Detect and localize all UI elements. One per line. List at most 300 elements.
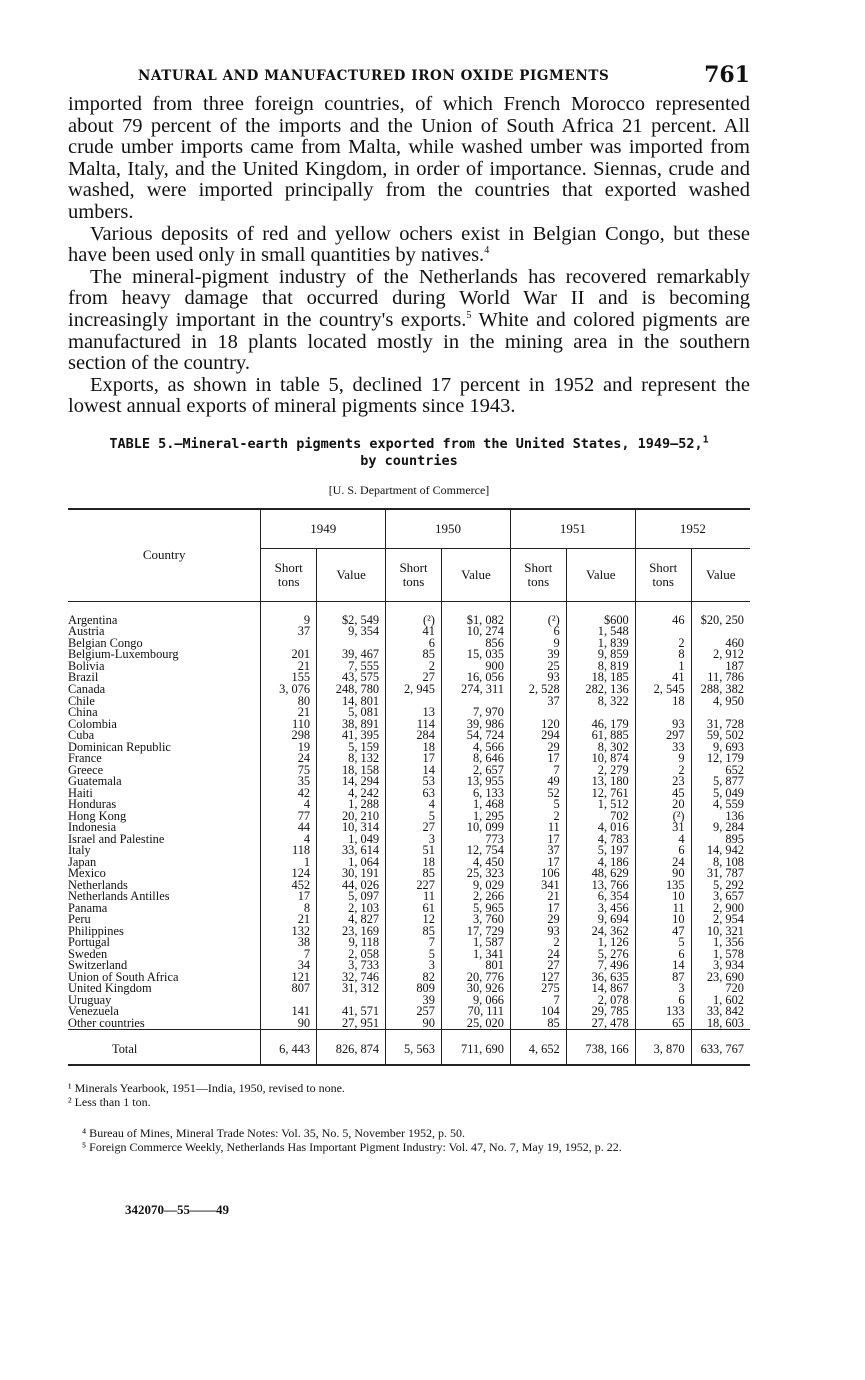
country-cell: Netherlands	[68, 877, 128, 892]
value-cell: 18	[635, 696, 691, 708]
value-cell: 82	[386, 972, 442, 984]
country-cell: Cuba	[68, 728, 95, 743]
table-row	[68, 972, 750, 984]
value-cell: 3	[635, 983, 691, 995]
value-cell: 5, 097	[317, 891, 386, 903]
value-cell: 10	[635, 891, 691, 903]
value-cell: 85	[386, 649, 442, 661]
table-body	[68, 601, 750, 1030]
value-cell: 8, 322	[566, 696, 635, 708]
total-cell: 4, 652	[510, 1030, 566, 1066]
value-cell: 7, 555	[317, 661, 386, 673]
value-cell: 5	[510, 799, 566, 811]
value-cell: 30, 191	[317, 868, 386, 880]
value-cell: 282, 136	[566, 684, 635, 696]
value-cell: 6, 354	[566, 891, 635, 903]
value-cell: 12	[386, 914, 442, 926]
value-cell: 104	[510, 1006, 566, 1018]
value-cell: 7	[386, 937, 442, 949]
running-title: NATURAL AND MANUFACTURED IRON OXIDE PIGMENTS	[138, 68, 610, 84]
value-cell: 1, 839	[566, 638, 635, 650]
value-cell: 9, 859	[566, 649, 635, 661]
country-cell: Indonesia	[68, 820, 117, 835]
total-label: Total	[68, 1030, 261, 1066]
table-row	[68, 811, 750, 823]
short-tons-header: Short tons	[510, 548, 566, 601]
country-cell: Belgium-Luxembourg	[68, 647, 179, 662]
value-cell: 6	[510, 626, 566, 638]
value-cell: 46	[635, 601, 691, 626]
value-cell: 38	[261, 937, 317, 949]
value-cell: 27	[386, 672, 442, 684]
table-row	[68, 719, 750, 731]
value-cell: $600	[566, 601, 635, 626]
value-cell: 7	[510, 995, 566, 1007]
value-cell: 5, 159	[317, 742, 386, 754]
value-cell: 17	[510, 857, 566, 869]
value-cell: 809	[386, 983, 442, 995]
value-cell: 6	[635, 949, 691, 961]
value-cell: 6	[386, 638, 442, 650]
value-cell: 13	[386, 707, 442, 719]
value-cell: 24, 362	[566, 926, 635, 938]
value-cell: 4, 016	[566, 822, 635, 834]
country-cell: Argentina	[68, 612, 118, 627]
value-cell: 9, 354	[317, 626, 386, 638]
paragraph-3-text: The mineral-pigment industry of the Netherlands has recovered remarkably from heavy damage that occurred during World War II and is becoming increasingly important in the country's exports.	[68, 265, 750, 331]
page-footnote: ⁴ Bureau of Mines, Mineral Trade Notes: Vol. 35, No. 5, November 1952, p. 50.	[82, 1126, 466, 1141]
value-cell: 18, 185	[566, 672, 635, 684]
value-cell: 61, 885	[566, 730, 635, 742]
value-cell: 1, 295	[441, 811, 510, 823]
table-total	[68, 1030, 750, 1066]
value-cell: 93	[510, 672, 566, 684]
table-row	[68, 601, 750, 626]
country-cell: Canada	[68, 682, 106, 696]
value-cell: 4, 186	[566, 857, 635, 869]
document-page	[68, 58, 750, 1218]
country-cell: Bolivia	[68, 658, 105, 673]
value-cell: 37	[261, 626, 317, 638]
value-cell: 7, 496	[566, 960, 635, 972]
value-cell: 8, 108	[691, 857, 750, 869]
value-cell: 19	[261, 742, 317, 754]
total-cell: 826, 874	[317, 1030, 386, 1066]
paragraph-2	[68, 224, 750, 267]
value-cell: 53	[386, 776, 442, 788]
country-cell: Italy	[68, 843, 91, 858]
value-cell: 9	[510, 638, 566, 650]
value-cell: 460	[691, 638, 750, 650]
value-cell: 27	[386, 822, 442, 834]
table-row	[68, 891, 750, 903]
table-row	[68, 822, 750, 834]
value-cell: 42	[261, 788, 317, 800]
value-cell: 17	[510, 903, 566, 915]
value-cell: 61	[386, 903, 442, 915]
value-cell: 3, 733	[317, 960, 386, 972]
country-cell: Honduras	[68, 797, 117, 812]
year-header: 1952	[635, 509, 750, 549]
value-cell: 36, 635	[566, 972, 635, 984]
value-cell: 132	[261, 926, 317, 938]
year-header: 1951	[510, 509, 635, 549]
value-cell: 5, 276	[566, 949, 635, 961]
country-cell: Belgian Congo	[68, 635, 143, 650]
value-cell: 127	[510, 972, 566, 984]
value-cell: 85	[386, 926, 442, 938]
value-cell: 106	[510, 868, 566, 880]
value-cell: 1	[635, 661, 691, 673]
value-cell: 39	[386, 995, 442, 1007]
table-row	[68, 937, 750, 949]
table-row	[68, 868, 750, 880]
table-row	[68, 949, 750, 961]
value-cell: 90	[386, 1018, 442, 1030]
value-cell: 24	[261, 753, 317, 765]
page-footnote: ⁵ Foreign Commerce Weekly, Netherlands Has Important Pigment Industry: Vol. 47, No. 7, May 19, 1952, p. 22.	[82, 1139, 622, 1154]
value-cell: 54, 724	[441, 730, 510, 742]
value-cell: 4, 783	[566, 834, 635, 846]
value-cell: 90	[635, 868, 691, 880]
value-cell: 11	[510, 822, 566, 834]
value-cell: $20, 250	[691, 601, 750, 626]
paragraph-4: Exports, as shown in table 5, declined 17 percent in 1952 and represent the lowest annual exports of mineral pigments since 1943.	[68, 373, 750, 418]
value-header: Value	[317, 548, 386, 601]
value-cell: 120	[510, 719, 566, 731]
value-cell: 39	[510, 649, 566, 661]
value-cell: $1, 082	[441, 601, 510, 626]
value-cell: 135	[635, 880, 691, 892]
value-cell: 87	[635, 972, 691, 984]
value-cell: 14, 294	[317, 776, 386, 788]
table-row	[68, 765, 750, 777]
country-cell: Guatemala	[68, 774, 122, 789]
value-cell: 48, 629	[566, 868, 635, 880]
value-cell: 5, 965	[441, 903, 510, 915]
value-cell: 2, 266	[441, 891, 510, 903]
value-cell: 59, 502	[691, 730, 750, 742]
value-cell: 12, 754	[441, 845, 510, 857]
value-cell: 288, 382	[691, 684, 750, 696]
value-cell: 2, 900	[691, 903, 750, 915]
value-cell: 114	[386, 719, 442, 731]
value-cell: 1, 602	[691, 995, 750, 1007]
value-cell: (²)	[635, 811, 691, 823]
value-cell: 1, 512	[566, 799, 635, 811]
paragraph-2-text: Various deposits of red and yellow ochers exist in Belgian Congo, but these have been used only in small quantities by natives.	[68, 222, 750, 267]
total-row	[68, 1030, 750, 1066]
short-tons-header: Short tons	[635, 548, 691, 601]
value-cell: 9	[635, 753, 691, 765]
value-cell: 6	[635, 845, 691, 857]
value-cell: 2, 078	[566, 995, 635, 1007]
value-cell: 33, 842	[691, 1006, 750, 1018]
table-row	[68, 926, 750, 938]
country-cell: Austria	[68, 624, 105, 639]
value-cell: 118	[261, 845, 317, 857]
value-cell: 257	[386, 1006, 442, 1018]
value-cell: 4	[386, 799, 442, 811]
country-cell: Venezuela	[68, 1004, 119, 1019]
value-cell: 31, 787	[691, 868, 750, 880]
table-row	[68, 845, 750, 857]
table-title	[68, 436, 750, 470]
value-cell: 21	[261, 914, 317, 926]
value-cell: 141	[261, 1006, 317, 1018]
short-tons-header: Short tons	[386, 548, 442, 601]
value-cell: 3, 456	[566, 903, 635, 915]
value-cell: 1, 587	[441, 937, 510, 949]
table-footnote: ¹ Minerals Yearbook, 1951—India, 1950, revised to none.	[68, 1081, 345, 1096]
table-row	[68, 995, 750, 1007]
table-title-cont: by countries	[360, 452, 458, 469]
value-cell: 5, 049	[691, 788, 750, 800]
value-cell: 90	[261, 1018, 317, 1030]
table-row	[68, 903, 750, 915]
value-cell: 248, 780	[317, 684, 386, 696]
table-row	[68, 788, 750, 800]
table-source: [U. S. Department of Commerce]	[328, 482, 490, 497]
value-cell: 14, 867	[566, 983, 635, 995]
value-cell: 27, 951	[317, 1018, 386, 1030]
value-cell: 65	[635, 1018, 691, 1030]
country-header: Country	[68, 509, 261, 602]
value-cell: 20	[635, 799, 691, 811]
value-cell: 275	[510, 983, 566, 995]
value-cell: 3, 657	[691, 891, 750, 903]
value-cell: 7	[261, 949, 317, 961]
table-row	[68, 799, 750, 811]
total-cell: 711, 690	[441, 1030, 510, 1066]
value-cell: 12, 179	[691, 753, 750, 765]
value-cell: 341	[510, 880, 566, 892]
value-cell: 2, 058	[317, 949, 386, 961]
value-cell: 6, 133	[441, 788, 510, 800]
value-cell: 37	[510, 696, 566, 708]
running-head	[68, 58, 750, 94]
country-cell: Hong Kong	[68, 808, 127, 823]
value-cell: 856	[441, 638, 510, 650]
value-cell: 2, 528	[510, 684, 566, 696]
value-cell: 136	[691, 811, 750, 823]
value-cell: 31, 312	[317, 983, 386, 995]
value-cell: 4	[261, 834, 317, 846]
value-cell: 13, 766	[566, 880, 635, 892]
table-row	[68, 1006, 750, 1018]
value-cell: 4, 950	[691, 696, 750, 708]
country-cell: Philippines	[68, 923, 124, 938]
page-footnotes	[68, 1121, 750, 1154]
value-cell: 4, 242	[317, 788, 386, 800]
value-cell: 297	[635, 730, 691, 742]
value-cell: 2, 103	[317, 903, 386, 915]
value-cell: 20, 210	[317, 811, 386, 823]
value-cell: 2	[510, 937, 566, 949]
table-footnotes	[68, 1082, 750, 1154]
table-title-note: 1	[702, 434, 709, 446]
value-cell: 187	[691, 661, 750, 673]
value-cell: 17, 729	[441, 926, 510, 938]
value-cell: 274, 311	[441, 684, 510, 696]
value-cell: 5	[635, 937, 691, 949]
value-cell: 29	[510, 742, 566, 754]
value-cell: 2, 945	[386, 684, 442, 696]
total-cell: 738, 166	[566, 1030, 635, 1066]
value-cell: $2, 549	[317, 601, 386, 626]
country-cell: Sweden	[68, 946, 108, 961]
value-cell: 93	[635, 719, 691, 731]
value-cell: 45	[635, 788, 691, 800]
value-cell: 7, 970	[441, 707, 510, 719]
value-cell: 8	[635, 649, 691, 661]
value-cell: 10, 274	[441, 626, 510, 638]
value-cell: 46, 179	[566, 719, 635, 731]
value-cell: 4	[261, 799, 317, 811]
footnote-ref-5: 5	[466, 310, 472, 322]
value-cell: 452	[261, 880, 317, 892]
value-cell: 3	[386, 960, 442, 972]
value-cell: 17	[510, 753, 566, 765]
value-cell: 27, 478	[566, 1018, 635, 1030]
value-cell: 807	[261, 983, 317, 995]
value-cell: 70, 111	[441, 1006, 510, 1018]
value-cell: 2, 657	[441, 765, 510, 777]
value-cell: 49	[510, 776, 566, 788]
value-cell: 18	[386, 857, 442, 869]
total-cell: 5, 563	[386, 1030, 442, 1066]
value-cell: 18, 158	[317, 765, 386, 777]
table-row	[68, 983, 750, 995]
value-cell: 3, 076	[261, 684, 317, 696]
value-cell: 21	[261, 707, 317, 719]
exports-table	[68, 508, 750, 1067]
value-cell: 80	[261, 696, 317, 708]
value-cell: 51	[386, 845, 442, 857]
value-cell: 75	[261, 765, 317, 777]
value-cell: 4, 827	[317, 914, 386, 926]
value-cell: 10, 874	[566, 753, 635, 765]
country-cell: Netherlands Antilles	[68, 889, 170, 904]
value-cell: 895	[691, 834, 750, 846]
value-cell: 41	[386, 626, 442, 638]
value-cell: 39, 467	[317, 649, 386, 661]
country-cell: Mexico	[68, 866, 106, 881]
value-cell: 34	[261, 960, 317, 972]
value-cell: 23, 690	[691, 972, 750, 984]
value-cell: 85	[386, 868, 442, 880]
value-cell: 2, 545	[635, 684, 691, 696]
value-cell: 1, 578	[691, 949, 750, 961]
value-cell: 17	[386, 753, 442, 765]
value-cell: 1, 064	[317, 857, 386, 869]
table-footnote: ² Less than 1 ton.	[68, 1094, 151, 1109]
value-cell: 4, 450	[441, 857, 510, 869]
value-cell: 298	[261, 730, 317, 742]
value-cell: 1, 126	[566, 937, 635, 949]
value-cell: 10, 099	[441, 822, 510, 834]
short-tons-header: Short tons	[261, 548, 317, 601]
total-cell: 633, 767	[691, 1030, 750, 1066]
value-cell: 43, 575	[317, 672, 386, 684]
value-cell: 30, 926	[441, 983, 510, 995]
value-cell: 8, 646	[441, 753, 510, 765]
value-cell: 4	[635, 834, 691, 846]
paragraph-3	[68, 267, 750, 375]
table-row	[68, 626, 750, 638]
value-cell: 1, 356	[691, 937, 750, 949]
value-cell: 4, 566	[441, 742, 510, 754]
value-header: Value	[691, 548, 750, 601]
value-cell: 44	[261, 822, 317, 834]
country-cell: Panama	[68, 900, 108, 915]
value-cell: 702	[566, 811, 635, 823]
value-cell: (²)	[386, 601, 442, 626]
value-cell: 6	[635, 995, 691, 1007]
country-cell: Chile	[68, 693, 95, 708]
footnote-ref-4: 4	[484, 245, 490, 257]
value-cell: 8	[261, 903, 317, 915]
value-cell: 17	[261, 891, 317, 903]
value-cell: 11	[635, 903, 691, 915]
value-cell: 9, 694	[566, 914, 635, 926]
value-cell: 85	[510, 1018, 566, 1030]
value-cell: 47	[635, 926, 691, 938]
print-code: 342070—55——49	[125, 1202, 229, 1218]
country-cell: Israel and Palestine	[68, 831, 165, 846]
value-cell: 32, 746	[317, 972, 386, 984]
value-header: Value	[566, 548, 635, 601]
value-cell: 900	[441, 661, 510, 673]
value-cell: 133	[635, 1006, 691, 1018]
table-row	[68, 1018, 750, 1030]
country-cell: Portugal	[68, 935, 110, 950]
value-cell: 10, 321	[691, 926, 750, 938]
value-cell: 2, 279	[566, 765, 635, 777]
value-cell: 24	[635, 857, 691, 869]
value-cell: 15, 035	[441, 649, 510, 661]
total-cell: 3, 870	[635, 1030, 691, 1066]
country-cell: Other countries	[68, 1015, 145, 1030]
value-cell: 5	[386, 811, 442, 823]
value-cell: 284	[386, 730, 442, 742]
country-cell: Brazil	[68, 670, 99, 685]
value-cell: 41	[635, 672, 691, 684]
value-cell: 773	[441, 834, 510, 846]
value-cell: 5, 197	[566, 845, 635, 857]
value-cell: 9, 693	[691, 742, 750, 754]
value-cell: 8, 819	[566, 661, 635, 673]
value-cell: 155	[261, 672, 317, 684]
value-cell: 2, 912	[691, 649, 750, 661]
value-cell: 2	[635, 765, 691, 777]
table-row	[68, 684, 750, 696]
value-cell: 11, 786	[691, 672, 750, 684]
country-cell: Japan	[68, 854, 97, 869]
value-cell: 5, 292	[691, 880, 750, 892]
table-row	[68, 707, 750, 719]
value-cell: 1, 468	[441, 799, 510, 811]
value-cell: 1	[261, 857, 317, 869]
table-row	[68, 880, 750, 892]
value-cell: 5, 877	[691, 776, 750, 788]
value-cell: 63	[386, 788, 442, 800]
table-row	[68, 742, 750, 754]
value-cell: 18	[386, 742, 442, 754]
value-cell: 33	[635, 742, 691, 754]
value-cell: 1, 049	[317, 834, 386, 846]
value-cell: 9, 118	[317, 937, 386, 949]
